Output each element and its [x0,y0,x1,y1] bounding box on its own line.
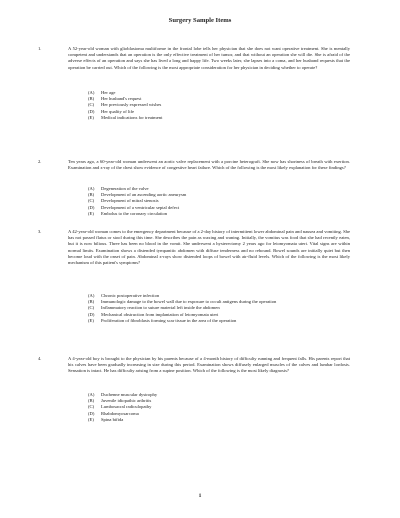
answer-option: (D) Her quality of life [88,108,135,114]
question-stem: Ten years ago, a 60-year-old woman underwent an aortic valve replacement with a porcine heterograft. She now has shortness of breath with exertion. Examination and x-ray of the chest show evidence of congestive heart failure. Which of the following is the most likely explanation for these findings? [68,159,350,171]
answer-option: (B) Her husband's request [88,96,142,102]
page-title: Surgery Sample Items [168,17,232,24]
page-number: 1 [198,493,202,499]
answer-option: (A) Duchenne muscular dystrophy [88,392,158,397]
answer-options [88,293,276,324]
answer-option: (E) Proliferation of fibroblasts forming scar tissue in the area of the operation [88,317,237,323]
question-number: 3. [38,229,42,234]
answer-option: (E) Spina bifida [88,416,124,422]
question-stem: A 52-year-old woman with glioblastoma multiforme in the frontal lobe tells her physician that she does not want operative treatment. She is mentally competent and understands that an operation is the only effective treatment of her tumor, and that without an operation she will die. She is afraid of the adverse effects of an operation and says she has lived a long and happy life. Two weeks later, she lapses into a coma, and her husband requests that the operation be carried out. Which of the following is the most appropriate consideration for her physician in deciding whether to operate? [68,46,350,70]
question-stem: A 4-year-old boy is brought to the physician by his parents because of a 4-month history of difficulty running and frequent falls. His parents report that his calves have been gradually increasing in size during this period. Examination shows diffusely enlarged muscles of the calves and lumbar lordosis. Sensation is intact. He has difficulty arising from a supine position. Which of the following is the most likely diagnosis? [68,356,350,374]
question-number: 1. [38,46,42,51]
answer-option: (D) Rhabdomyosarcoma [88,410,139,416]
answer-option: (C) Lumbosacral radiculopathy [88,404,152,410]
answer-option: (D) Mechanical obstruction from implantation of leiomyomata uteri [88,311,219,317]
answer-option: (A) Her age [88,90,116,95]
answer-option: (B) Juvenile idiopathic arthritis [88,398,152,404]
answer-option: (A) Chronic postoperative infection [88,293,160,298]
answer-option: (E) Medical indications for treatment [88,114,163,120]
answer-option: (E) Embolus to the coronary circulation [88,210,168,216]
answer-options [88,392,157,423]
answer-option: (B) Development of an ascending aortic aneurysm [88,192,187,198]
answer-option: (C) Development of mitral stenosis [88,198,159,204]
answer-options [88,90,162,121]
answer-option: (A) Degeneration of the valve [88,186,149,191]
answer-option: (B) Immunologic damage to the bowel wall due to exposure to occult antigens during the operation [88,299,277,305]
answer-option: (C) Inflammatory reaction to suture material left inside the abdomen [88,305,220,311]
question-stem: A 42-year-old woman comes to the emergency department because of a 2-day history of intermittent lower abdominal pain and nausea and vomiting. She has not passed flatus or stool during this time. She describes the pain as waxing and waning. Initially, the vomitus was food that she had recently eaten, but it is now bilious. Three has been no blood in the vomit. She underwent a hysterectomy 2 years ago for leiomyomata uteri. Vital signs are within normal limits. Examination shows a distended tympanitic abdomen with diffuse tenderness and no rebound. Bowel sounds are initially quiet but then become loud with the onset of pain. Abdominal x-rays show distended loops of bowel with air-fluid levels. Which of the following is the most likely mechanism of this patient's symptoms? [68,229,350,266]
question-number: 2. [38,159,42,164]
answer-option: (C) Her previously expressed wishes [88,102,162,108]
question-number: 4. [38,356,42,361]
answer-options [88,186,186,217]
answer-option: (D) Development of a ventricular septal defect [88,204,180,210]
